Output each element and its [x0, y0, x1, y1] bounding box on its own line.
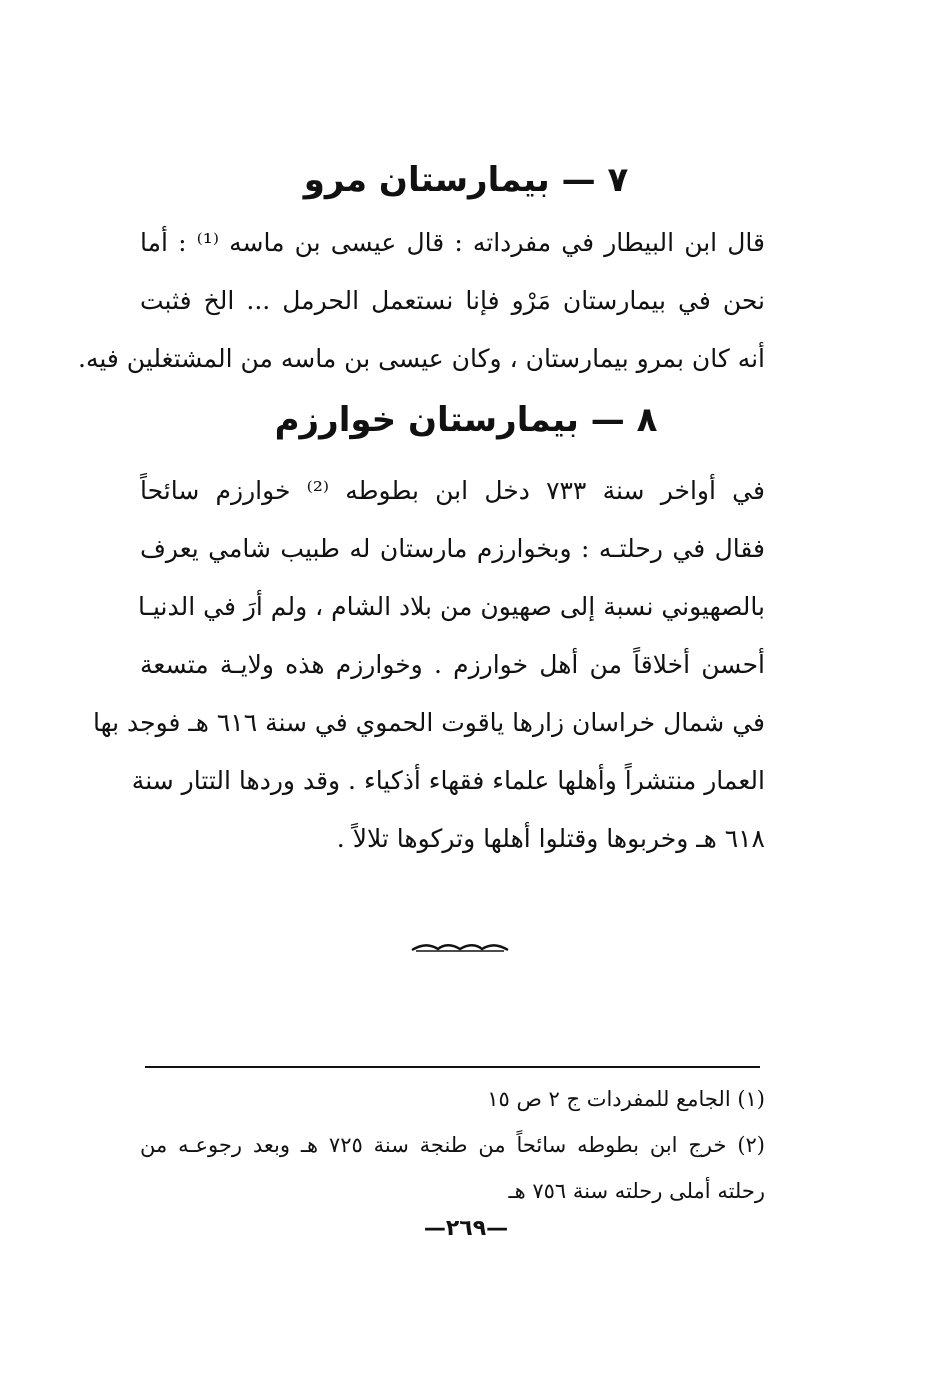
text-line: في شمال خراسان زارها ياقوت الحموي في سنة ٦١٦ هـ فوجد بها: [92, 708, 765, 737]
text-line: بالصهيوني نسبة إلى صهيون من بلاد الشام ، ولم أرَ في الدنيـا: [138, 592, 765, 621]
footnotes: [140, 1076, 765, 1214]
text-line: أنه كان بمرو بيمارستان ، وكان عيسى بن ماسه من المشتغلين فيه.: [78, 344, 765, 373]
text-line: العمار منتشراً وأهلها علماء فقهاء أذكياء . وقد وردها التتار سنة: [131, 766, 765, 795]
text-line: في أواخر سنة ٧٣٣ دخل ابن بطوطه ⁽²⁾ خوارزم سائحاً: [140, 476, 765, 505]
text-line: أحسن أخلاقاً من أهل خوارزم . وخوارزم هذه ولايـة متسعة: [140, 650, 765, 679]
page-number: —٢٦٩—: [423, 1216, 509, 1241]
text-line: قال ابن البيطار في مفرداته : قال عيسى بن ماسه ⁽¹⁾ : أما: [140, 228, 765, 257]
text-line: نحن في بيمارستان مَرْو فإنا نستعمل الحرمل ... الخ فثبت: [140, 286, 765, 315]
section-heading-marw: ٧ — بيمارستان مرو: [303, 160, 629, 200]
footnote-2-continued: رحلته أملى رحلته سنة ٧٥٦ هـ: [508, 1179, 765, 1203]
footnote-separator: [145, 1066, 760, 1068]
section-heading-khwarezm: ٨ — بيمارستان خوارزم: [274, 400, 658, 440]
paragraph-khwarezm: [92, 462, 765, 868]
text-line: ٦١٨ هـ وخربوها وقتلوا أهلها وتركوها تلالاً .: [336, 824, 765, 853]
text-line: فقال في رحلتـه : وبخوارزم مارستان له طبيب شامي يعرف: [140, 534, 765, 563]
paragraph-marw: [78, 214, 765, 388]
footnote-1: (١) الجامع للمفردات ج ٢ ص ١٥: [487, 1087, 765, 1111]
footnote-2: (٢) خرج ابن بطوطه سائحاً من طنجة سنة ٧٢٥ هـ وبعد رجوعـه من: [140, 1133, 765, 1157]
ornament-divider: [410, 938, 510, 958]
